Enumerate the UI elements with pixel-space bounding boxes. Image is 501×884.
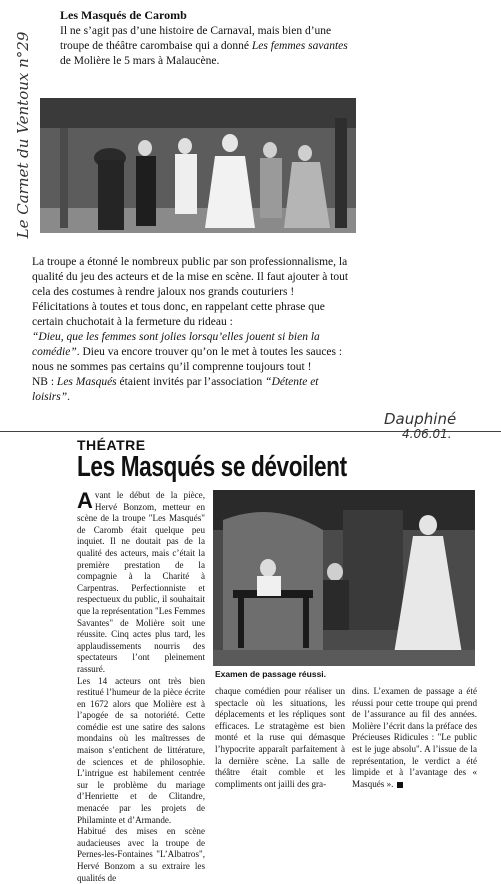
rehearsal-photo [213,490,475,666]
body-text: La troupe a étonné le nombreux public par son professionnalisme, la qualité du jeu des acteurs et de la mise en scène. Il faut ajouter à tout cela des costumes à rendre jaloux nos grands couturiers ! Félicitations à toutes et tous donc, en rappelant cette phrase que certain chuchotait à la fermeture du rideau : [32,256,349,328]
column-paragraph [77,490,205,676]
article-column-2 [215,686,345,790]
source-note-text: Le Carnet du Ventoux n°29 [14,31,32,239]
article-intro [60,24,360,69]
nb-end: . [67,391,71,403]
end-of-article-mark [397,782,403,788]
quote-text: “Dieu, que les femmes sont jolies lorsqu’elles jouent si bien la comédie” [32,331,320,358]
column-paragraph [352,686,477,790]
column-paragraph [77,826,205,884]
paragraph-text: vant le début de la pièce, Hervé Bonzom, metteur en scène de la troupe "Les Masqués" de Caromb était quelque peu inquiet. Il ne doutait pas de la qualité des acteurs, mais c’était la première prestation de la compagnie à la Charité à Carpentras. Perfectionniste et respectueux du public, il souhaitait que la représentation "Les Femmes Savantes" de Molière soit une réussite. Cinq actes plus tard, les applaudissements nourris des spectateurs l’ont pleinement rassuré. [77,490,205,674]
photo-caption: Examen de passage réussi. [215,669,327,679]
article-column-1 [77,490,205,884]
intro-text-end: de Molière le 5 mars à Malaucène. [60,55,220,67]
nb-label: NB : [32,376,57,388]
quote-paragraph [32,330,350,375]
nb-association: “Détente et loisirs” [32,376,319,403]
handwritten-date: 4.06.01. [402,427,452,441]
column-paragraph [77,676,205,827]
nb-text: étaient invités par l’association [116,376,266,388]
paragraph-text: Habitué des mises en scène audacieuses avec la troupe de Pernes-les-Fontaines "L’Albatros", Hervé Bonzom a su extraire les qualités de [77,826,205,883]
rehearsal-photo-image [213,490,475,666]
section-label: THÉATRE [77,437,146,453]
handwritten-source: Dauphiné [384,410,457,428]
drop-cap: A [77,488,93,513]
paragraph-text: chaque comédien pour réaliser un spectacle où les situations, les déplacements et les répliques sont efficaces. Le stratagème est bien monté et la ruse qui démasque l’hypocrite apparaît parfaitement à la dernière scène. La salle de théâtre était comble et les compliments ont jailli des gra- [215,686,345,789]
headline: Les Masqués se dévoilent [77,451,347,483]
body-paragraph [32,255,350,330]
nb-group: Les Masqués [56,376,117,388]
play-title: Les femmes savantes [251,40,348,52]
intro-text: Il ne s’agit pas d’une histoire de Carnaval, mais bien d’une troupe de théâtre carombaise qui a donné [60,25,332,52]
stage-photo-image [40,98,356,233]
body-text-end: . Dieu va encore trouver qu’on le met à toutes les sauces : nous ne sommes pas certains qu’il comprenne toujours tout ! [32,346,343,373]
article-column-3 [352,686,477,790]
source-handwritten-note [8,31,38,239]
paragraph-text: Les 14 acteurs ont très bien restitué l’humeur de la pièce écrite en 1672 alors que Molière est à l’apogée de sa notoriété. Cette comédie est une satire des salons mondains où les maîtresses de maison s’entichent de littérature, de sciences et de philosophie. L’intrigue est habilement centrée sur le problème du mariage d’Henriette et de Clitandre, menacée par les projets de Philaminte et d’Armande. [77,675,205,825]
article-body [32,255,350,405]
nb-paragraph [32,375,350,405]
stage-photo [40,98,356,233]
article-title: Les Masqués de Caromb [60,8,187,22]
paragraph-text: dins. L’examen de passage a été réussi pour cette troupe qui prend de l’assurance au fil des années. Molière l’écrit dans la préface des Précieuses Ridicules : "Le public est le juge absolu". A l’issue de la représentation, le verdict a été limpide et à l’avantage des « Masqués ». [352,686,477,789]
column-paragraph [215,686,345,790]
